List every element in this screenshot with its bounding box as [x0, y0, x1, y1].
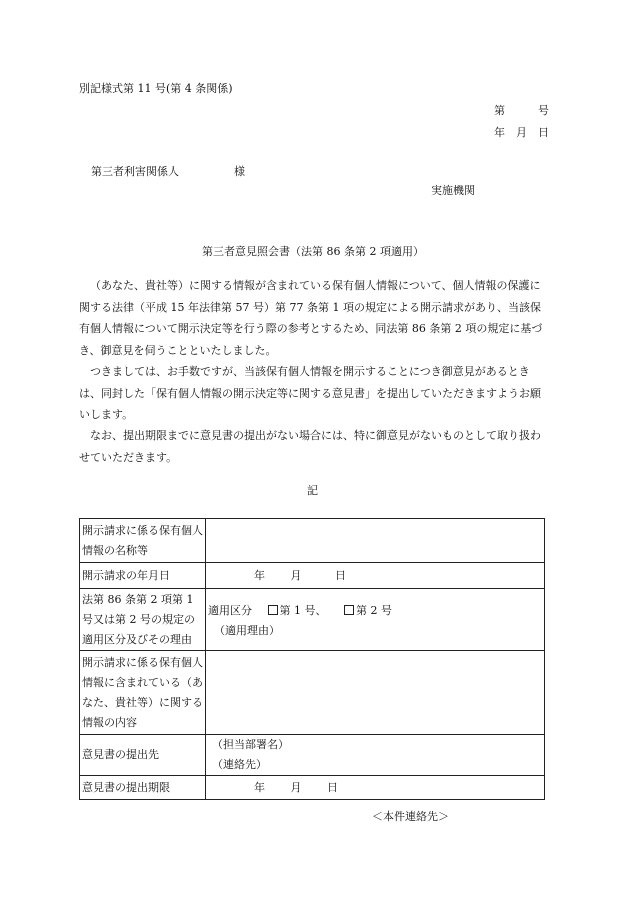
- addressee: 第三者利害関係人 様: [91, 165, 245, 178]
- row-label-info-name: 開示請求に係る保有個人情報の名称等: [80, 519, 206, 563]
- form-number: 別記様式第 11 号(第 4 条関係): [79, 82, 233, 95]
- row-value-submission-deadline: 年 月 日: [206, 776, 545, 800]
- row-value-info-name: [206, 519, 545, 563]
- row-label-classification: 法第 86 条第 2 項第 1 号又は第 2 号の規定の適用区分及びその理由: [80, 589, 206, 651]
- document-number: 第 号: [494, 104, 549, 117]
- table-row: [80, 735, 545, 776]
- row-label-submission-place: 意見書の提出先: [80, 735, 206, 776]
- checkbox-item-1[interactable]: 第 1 号、: [268, 601, 327, 621]
- document-title: 第三者意見照会書（法第 86 条第 2 項適用）: [202, 245, 424, 258]
- checkbox-icon: [268, 605, 278, 615]
- table-row: [80, 563, 545, 589]
- row-label-submission-deadline: 意見書の提出期限: [80, 776, 206, 800]
- row-value-submission-place: （担当部署名） （連絡先）: [206, 735, 545, 776]
- table-row: [80, 776, 545, 800]
- document-date: 年 月 日: [494, 126, 549, 139]
- table-row: [80, 519, 545, 563]
- row-value-classification: 適用区分 第 1 号、 第 2 号 （適用理由）: [206, 589, 545, 651]
- row-label-request-date: 開示請求の年月日: [80, 563, 206, 589]
- row-value-info-content: [206, 651, 545, 735]
- row-label-info-content: 開示請求に係る保有個人情報に含まれている（あなた、貴社等）に関する情報の内容: [80, 651, 206, 735]
- paragraph-3: なお、提出期限までに意見書の提出がない場合には、特に御意見がないものとして取り扱わせていただきます。: [79, 429, 541, 464]
- contact-footer: ＜本件連絡先＞: [372, 810, 449, 823]
- ki-heading: 記: [307, 484, 318, 497]
- checkbox-icon: [344, 605, 354, 615]
- paragraph-1: （あなた、貴社等）に関する情報が含まれている保有個人情報について、個人情報の保護に関する法律（平成 15 年法律第 57 号）第 77 条第 1 項の規定による開示請求があり、当該保有個人情報について開示決定等を行う際の参考とするため、同法第 86 条第 2 項の規定に基づき、御意見を伺うことといたしました。: [79, 279, 543, 357]
- row-value-request-date: 年 月 日: [206, 563, 545, 589]
- inquiry-table: [79, 518, 545, 800]
- table-row: [80, 651, 545, 735]
- checkbox-item-2[interactable]: 第 2 号: [344, 601, 392, 621]
- sender: 実施機関: [431, 184, 475, 197]
- table-row: [80, 589, 545, 651]
- paragraph-2: つきましては、お手数ですが、当該保有個人情報を開示することにつき御意見があるときは、同封した「保有個人情報の開示決定等に関する意見書」を提出していただきますようお願いします。: [79, 365, 541, 421]
